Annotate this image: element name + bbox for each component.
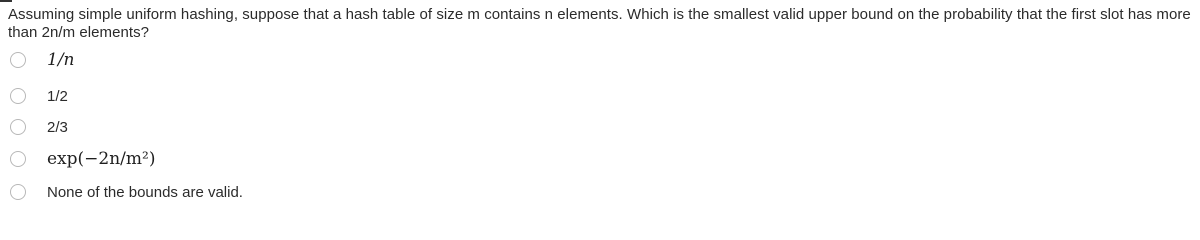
option-label-2: 1/2 <box>47 87 68 105</box>
option-4[interactable] <box>10 147 155 171</box>
option-3[interactable] <box>10 115 68 139</box>
radio-button-3[interactable] <box>10 119 26 135</box>
option-2[interactable] <box>10 84 68 108</box>
question-text: Assuming simple uniform hashing, suppose that a hash table of size m contains n elements. Which is the smallest valid upper bound on the probability that the first slot has more than 2n/m elements? <box>8 6 1191 41</box>
option-label-1: 1/n <box>47 50 75 70</box>
option-5[interactable] <box>10 180 243 204</box>
radio-button-2[interactable] <box>10 88 26 104</box>
option-label-5: None of the bounds are valid. <box>47 183 243 201</box>
radio-button-5[interactable] <box>10 184 26 200</box>
option-label-3: 2/3 <box>47 118 68 136</box>
option-label-4: exp(−2n/m²) <box>47 149 156 169</box>
radio-button-4[interactable] <box>10 151 26 167</box>
radio-button-1[interactable] <box>10 52 26 68</box>
option-1[interactable] <box>10 48 75 72</box>
